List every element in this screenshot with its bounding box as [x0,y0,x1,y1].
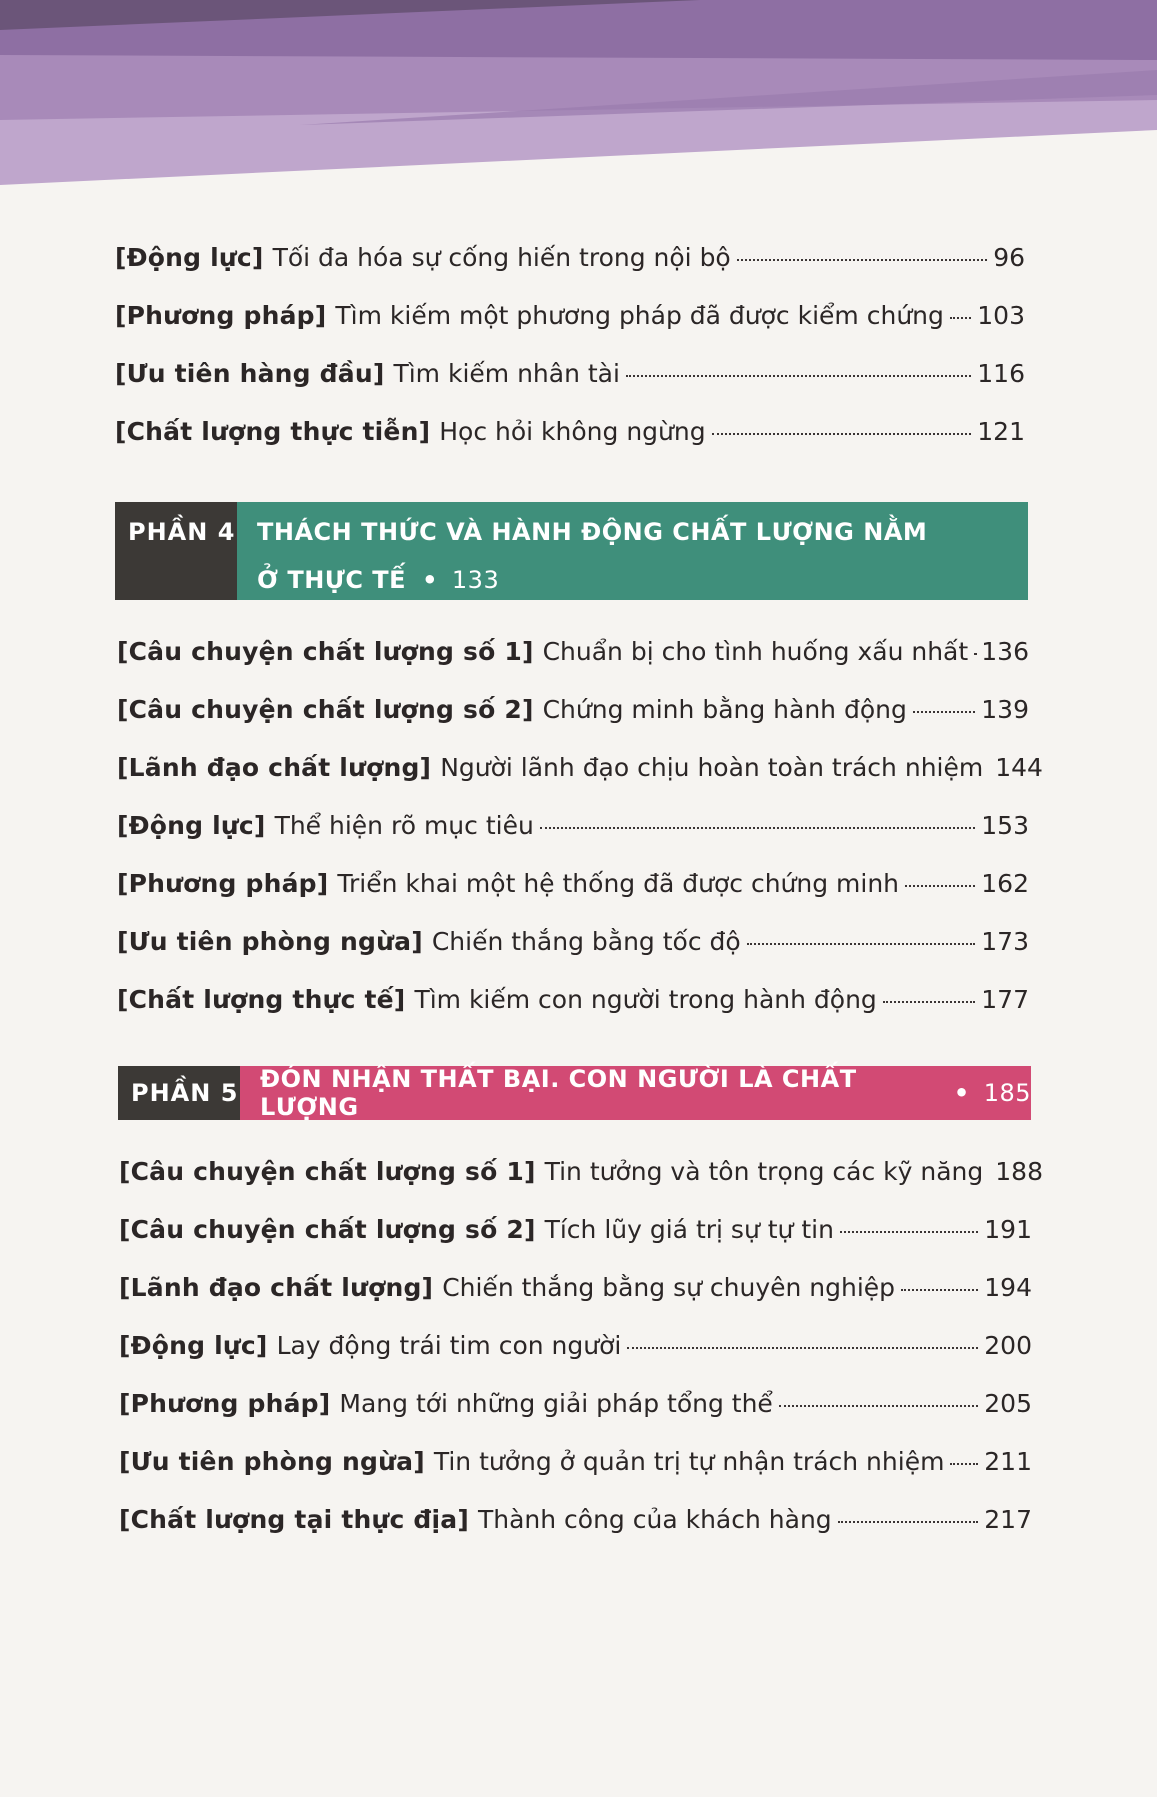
toc-entry-title: Tin tưởng và tôn trọng các kỹ năng [544,1157,984,1186]
toc-entry-title: Học hỏi không ngừng [439,417,706,446]
dot-leader [712,433,972,435]
toc-entry-title: Chứng minh bằng hành động [542,695,907,724]
toc-entry-tag: [Ưu tiên phòng ngừa] [119,1447,425,1476]
toc-entry-page: 121 [977,417,1025,446]
toc-entry-tag: [Câu chuyện chất lượng số 1] [117,637,534,666]
part5-title [240,1066,1031,1120]
dot-leader [779,1405,978,1407]
toc-entry-page: 177 [981,985,1029,1014]
dot-leader [627,1347,978,1349]
toc-entry-page: 194 [984,1273,1032,1302]
part5-label [118,1066,240,1120]
toc-entry-title: Tích lũy giá trị sự tự tin [544,1215,834,1244]
part4-page: 133 [451,566,500,594]
part5-header[interactable] [118,1066,1031,1120]
toc-entry-title: Lay động trái tim con người [276,1331,622,1360]
toc-entry[interactable] [115,412,1025,452]
toc-entry[interactable] [117,922,1029,962]
toc-entry-title: Tối đa hóa sự cống hiến trong nội bộ [272,243,731,272]
dot-leader [901,1289,978,1291]
toc-entry[interactable] [115,296,1025,336]
dot-leader [737,259,987,261]
toc-entry-tag: [Động lực] [119,1331,268,1360]
part4-label [115,502,237,600]
part5-page: 185 [983,1079,1031,1107]
toc-entry-title: Thể hiện rõ mục tiêu [274,811,534,840]
dot-leader [905,885,975,887]
dot-leader [950,317,971,319]
toc-entry[interactable] [119,1152,1043,1192]
part4-header[interactable] [115,502,1028,600]
toc-entry-title: Thành công của khách hàng [477,1505,832,1534]
toc-entry[interactable] [119,1500,1032,1540]
toc-entry-page: 200 [984,1331,1032,1360]
dot-leader [974,653,975,655]
toc-entry[interactable] [117,864,1029,904]
toc-entry-title: Tin tưởng ở quản trị tự nhận trách nhiệm [433,1447,945,1476]
toc-entry[interactable] [117,980,1029,1020]
toc-entry-page: 211 [984,1447,1032,1476]
toc-entry-tag: [Câu chuyện chất lượng số 2] [117,695,534,724]
bullet-icon: • [422,566,438,594]
toc-entry-page: 116 [977,359,1025,388]
dot-leader [840,1231,978,1233]
part4-title [237,502,1028,600]
toc-entry-page: 96 [993,243,1025,272]
toc-entry-title: Mang tới những giải pháp tổng thể [339,1389,773,1418]
dot-leader [540,827,975,829]
toc-entry-title: Tìm kiếm một phương pháp đã được kiểm chứng [335,301,944,330]
part-label-text: PHẦN 4 [128,518,236,546]
bullet-icon: • [953,1079,970,1107]
dot-leader [883,1001,975,1003]
toc-entry-page: 191 [984,1215,1032,1244]
toc-entry[interactable] [119,1210,1032,1250]
toc-entry-page: 188 [995,1157,1043,1186]
toc-entry[interactable] [119,1384,1032,1424]
toc-entry-tag: [Ưu tiên hàng đầu] [115,359,385,388]
dot-leader [950,1463,978,1465]
toc-entry-page: 139 [981,695,1029,724]
toc-entry-page: 173 [981,927,1029,956]
toc-entry-tag: [Chất lượng tại thực địa] [119,1505,469,1534]
toc-entry[interactable] [119,1326,1032,1366]
toc-entry-page: 144 [995,753,1043,782]
toc-entry[interactable] [117,806,1029,846]
toc-entry[interactable] [117,748,1043,788]
toc-entry[interactable] [117,632,1029,672]
toc-entry-tag: [Ưu tiên phòng ngừa] [117,927,423,956]
toc-entry-tag: [Chất lượng thực tế] [117,985,406,1014]
dot-leader [913,711,975,713]
toc-entry-tag: [Phương pháp] [117,869,329,898]
toc-entry-tag: [Câu chuyện chất lượng số 2] [119,1215,536,1244]
toc-entry-page: 162 [981,869,1029,898]
toc-entry-tag: [Phương pháp] [115,301,327,330]
toc-entry-tag: [Động lực] [115,243,264,272]
toc-entry-tag: [Câu chuyện chất lượng số 1] [119,1157,536,1186]
toc-entry-page: 103 [977,301,1025,330]
part4-title-line2: Ở THỰC TẾ [257,566,407,594]
toc-entry-tag: [Động lực] [117,811,266,840]
toc-entry-page: 217 [984,1505,1032,1534]
toc-entry-title: Triển khai một hệ thống đã được chứng minh [337,869,900,898]
part-label-text: PHẦN 5 [131,1079,239,1107]
toc-entry[interactable] [119,1268,1032,1308]
toc-entry-title: Chiến thắng bằng sự chuyên nghiệp [442,1273,896,1302]
toc-entry-title: Người lãnh đạo chịu hoàn toàn trách nhiệm [440,753,984,782]
toc-entry-title: Tìm kiếm con người trong hành động [414,985,877,1014]
toc-entry[interactable] [119,1442,1032,1482]
toc-entry[interactable] [115,354,1025,394]
dot-leader [747,943,976,945]
part4-title-line1: THÁCH THỨC VÀ HÀNH ĐỘNG CHẤT LƯỢNG NẰM [257,518,928,546]
toc-entry-tag: [Lãnh đạo chất lượng] [119,1273,434,1302]
toc-entry-tag: [Chất lượng thực tiễn] [115,417,431,446]
toc-entry-title: Chiến thắng bằng tốc độ [431,927,741,956]
toc-entry-title: Chuẩn bị cho tình huống xấu nhất [542,637,969,666]
part5-title-text: ĐÓN NHẬN THẤT BẠI. CON NGƯỜI LÀ CHẤT LƯỢNG [260,1065,857,1121]
toc-entry-title: Tìm kiếm nhân tài [393,359,620,388]
dot-leader [626,375,971,377]
toc-entry-page: 136 [981,637,1029,666]
dot-leader [838,1521,979,1523]
toc-entry-tag: [Phương pháp] [119,1389,331,1418]
toc-entry-page: 205 [984,1389,1032,1418]
header-banner [0,0,1157,200]
toc-entry-page: 153 [981,811,1029,840]
toc-entry[interactable] [115,238,1025,278]
toc-entry-tag: [Lãnh đạo chất lượng] [117,753,432,782]
toc-entry[interactable] [117,690,1029,730]
